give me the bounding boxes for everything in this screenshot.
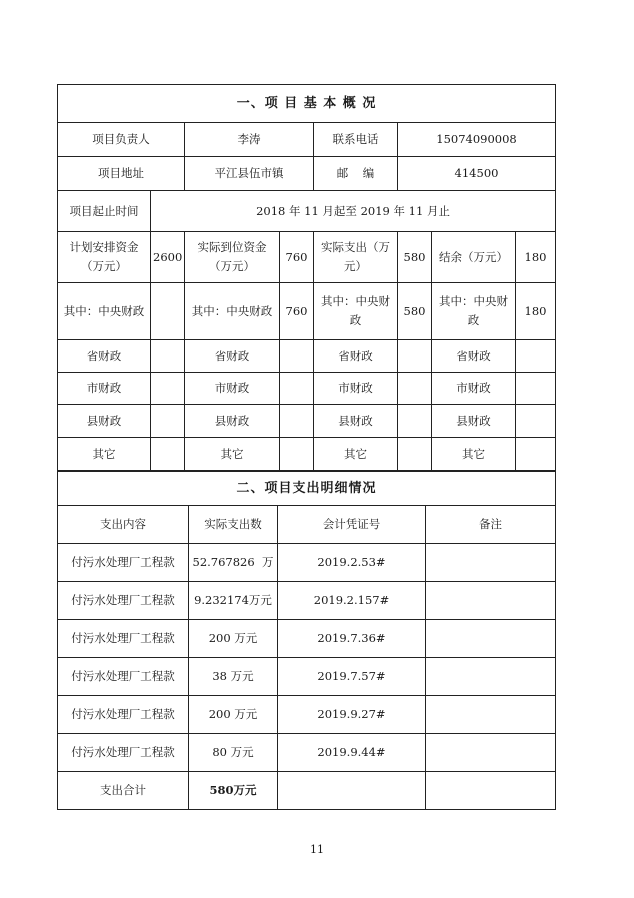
row-content: 付污水处理厂工程款	[58, 582, 189, 620]
expense-detail-table	[57, 471, 556, 810]
table-row	[58, 734, 556, 772]
table-row	[58, 620, 556, 658]
table-row	[58, 582, 556, 620]
city-arrived-label: 市财政	[185, 373, 280, 405]
row-note	[426, 582, 556, 620]
other-arrived-label: 其它	[185, 438, 280, 471]
section1-title: 一、项 目 基 本 概 况	[58, 85, 556, 123]
row-note	[426, 696, 556, 734]
row-voucher: 2019.7.36#	[278, 620, 426, 658]
central-spent-label: 其中：中央财政	[314, 283, 398, 340]
leader-value: 李涛	[185, 123, 314, 157]
postcode-value: 414500	[398, 157, 556, 191]
phone-label: 联系电话	[314, 123, 398, 157]
row-content: 付污水处理厂工程款	[58, 658, 189, 696]
row-content: 付污水处理厂工程款	[58, 734, 189, 772]
header-note: 备注	[426, 506, 556, 544]
row-content: 付污水处理厂工程款	[58, 544, 189, 582]
total-value: 580万元	[189, 772, 278, 810]
page-number: 11	[310, 843, 324, 856]
row-amount: 38 万元	[189, 658, 278, 696]
address-value: 平江县伍市镇	[185, 157, 314, 191]
county-label: 县财政	[58, 405, 151, 438]
table-row	[58, 658, 556, 696]
plan-label: 计划安排资金（万元）	[58, 232, 151, 283]
spent-label: 实际支出（万元）	[314, 232, 398, 283]
province-arrived-label: 省财政	[185, 340, 280, 373]
phone-value: 15074090008	[398, 123, 556, 157]
header-content: 支出内容	[58, 506, 189, 544]
central-spent-value: 580	[398, 283, 432, 340]
central-balance-value: 180	[516, 283, 556, 340]
header-voucher: 会计凭证号	[278, 506, 426, 544]
county-spent-label: 县财政	[314, 405, 398, 438]
central-label: 其中：中央财政	[58, 283, 151, 340]
plan-value: 2600	[151, 232, 185, 283]
county-balance-label: 县财政	[432, 405, 516, 438]
table-row	[58, 696, 556, 734]
row-amount: 80 万元	[189, 734, 278, 772]
row-amount: 9.232174万元	[189, 582, 278, 620]
address-label: 项目地址	[58, 157, 185, 191]
row-voucher: 2019.9.27#	[278, 696, 426, 734]
row-voucher: 2019.2.53#	[278, 544, 426, 582]
row-note	[426, 544, 556, 582]
province-label: 省财政	[58, 340, 151, 373]
row-amount: 52.767826 万	[189, 544, 278, 582]
row-note	[426, 734, 556, 772]
postcode-label: 邮 编	[314, 157, 398, 191]
row-content: 付污水处理厂工程款	[58, 696, 189, 734]
row-voucher: 2019.2.157#	[278, 582, 426, 620]
row-note	[426, 620, 556, 658]
total-label: 支出合计	[58, 772, 189, 810]
arrived-value: 760	[280, 232, 314, 283]
row-amount: 200 万元	[189, 696, 278, 734]
other-balance-label: 其它	[432, 438, 516, 471]
central-plan-value	[151, 283, 185, 340]
leader-label: 项目负责人	[58, 123, 185, 157]
central-arrived-label: 其中：中央财政	[185, 283, 280, 340]
province-balance-label: 省财政	[432, 340, 516, 373]
province-spent-label: 省财政	[314, 340, 398, 373]
row-voucher: 2019.9.44#	[278, 734, 426, 772]
header-amount: 实际支出数	[189, 506, 278, 544]
arrived-label: 实际到位资金（万元）	[185, 232, 280, 283]
city-balance-label: 市财政	[432, 373, 516, 405]
county-arrived-label: 县财政	[185, 405, 280, 438]
city-spent-label: 市财政	[314, 373, 398, 405]
balance-value: 180	[516, 232, 556, 283]
row-note	[426, 658, 556, 696]
period-value: 2018 年 11 月起至 2019 年 11 月止	[151, 191, 556, 232]
row-amount: 200 万元	[189, 620, 278, 658]
table-row	[58, 544, 556, 582]
other-spent-label: 其它	[314, 438, 398, 471]
section2-title: 二、项目支出明细情况	[58, 472, 556, 506]
central-balance-label: 其中：中央财政	[432, 283, 516, 340]
central-arrived-value: 760	[280, 283, 314, 340]
spent-value: 580	[398, 232, 432, 283]
other-label: 其它	[58, 438, 151, 471]
period-label: 项目起止时间	[58, 191, 151, 232]
basic-info-table	[57, 84, 556, 471]
row-voucher: 2019.7.57#	[278, 658, 426, 696]
balance-label: 结余（万元）	[432, 232, 516, 283]
city-label: 市财政	[58, 373, 151, 405]
row-content: 付污水处理厂工程款	[58, 620, 189, 658]
